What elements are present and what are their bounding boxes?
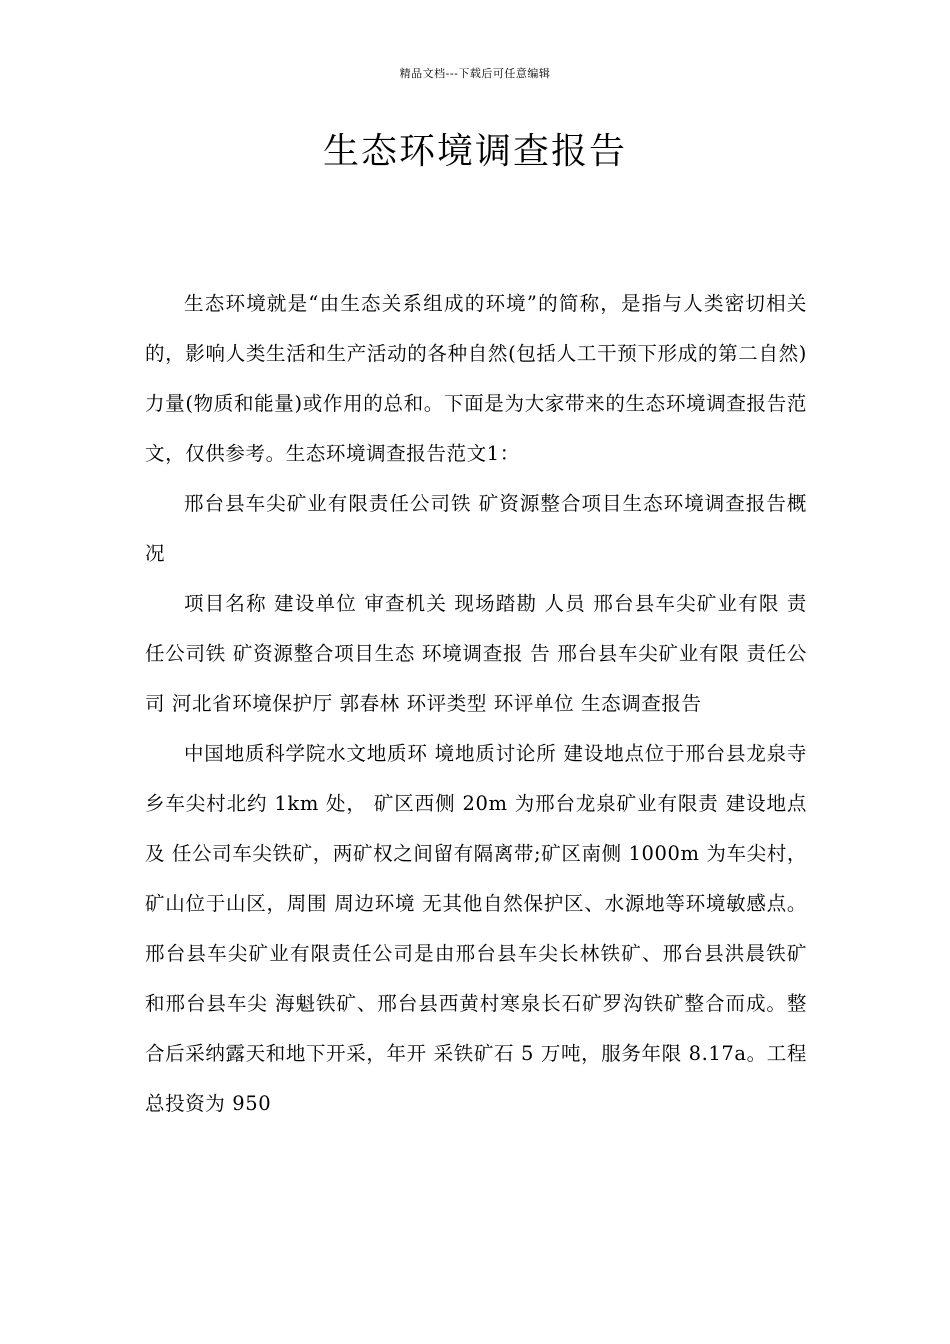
paragraph-project-fields: 项目名称 建设单位 审查机关 现场踏勘 人员 邢台县车尖矿业有限 责任公司铁 矿资源整合项目生态 环境调查报 告 邢台县车尖矿业有限 责任公司 河北省环境保护厅 郭春林 环评类型 环评单位 生态调查报告 bbox=[145, 592, 807, 715]
paragraph-location-description: 中国地质科学院水文地质环 境地质讨论所 建设地点位于邢台县龙泉寺乡车尖村北约 1km 处， 矿区西侧 20m 为邢台龙泉矿业有限责 建设地点及 任公司车尖铁矿，两矿权之间留有隔离带;矿区南侧 1000m 为车尖村，矿山位于山区，周围 周边环境 无其他自然保护区、水源地等环境敏感点。 邢台县车尖矿业有限责任公司是由邢台县车尖长林铁矿、邢台县洪晨铁矿和邢台县车尖 海魁铁矿、邢台县西黄村寒泉长石矿罗沟铁矿整合而成。整合后采纳露天和地下开采，年开 采铁矿石 5 万吨，服务年限 8.17a。工程总投资为 950 bbox=[145, 742, 807, 1115]
paragraph-intro: 生态环境就是“由生态关系组成的环境”的简称，是指与人类密切相关的，影响人类生活和生产活动的各种自然(包括人工干预下形成的第二自然)力量(物质和能量)或作用的总和。下面是为大家带来的生态环境调查报告范文，仅供参考。生态环境调查报告范文1： bbox=[145, 292, 807, 465]
document-body bbox=[145, 279, 807, 1129]
paragraph-project-overview: 邢台县车尖矿业有限责任公司铁 矿资源整合项目生态环境调查报告概况 bbox=[145, 492, 807, 565]
document-title: 生态环境调查报告 bbox=[322, 131, 627, 172]
document-header-note: 精品文档---下载后可任意编辑 bbox=[399, 67, 551, 80]
